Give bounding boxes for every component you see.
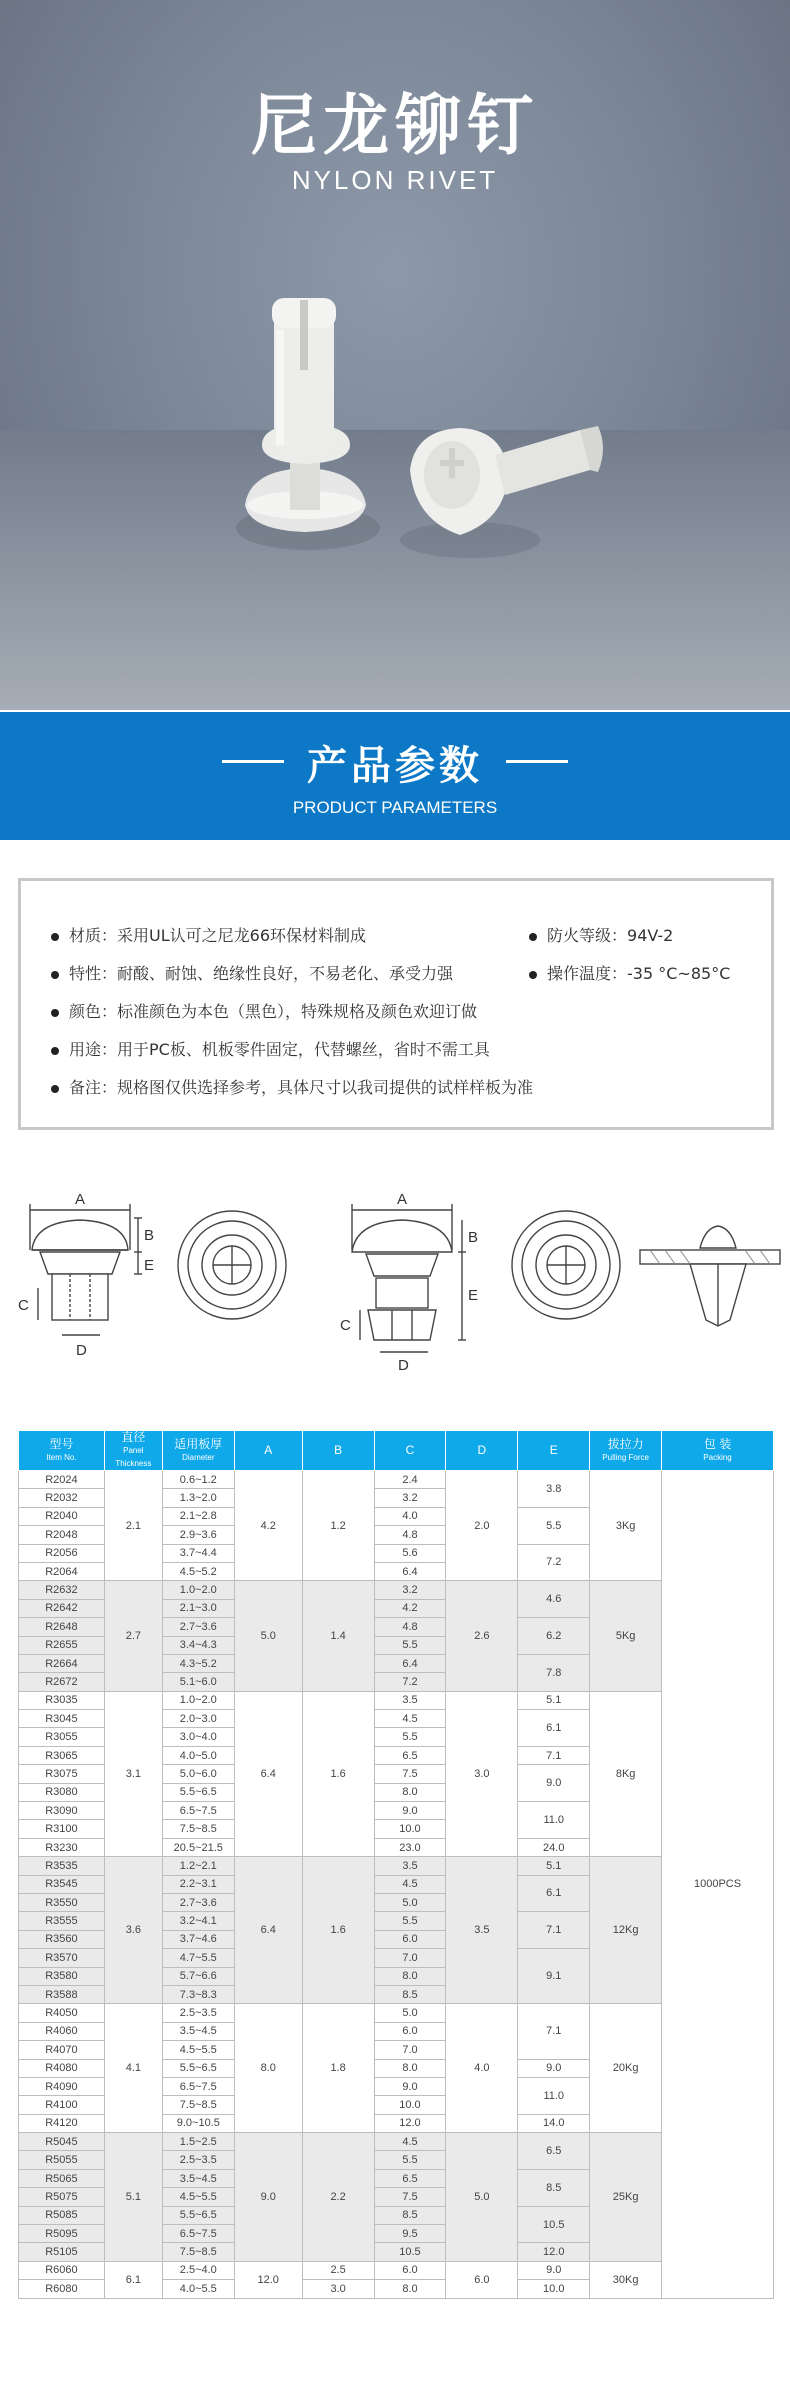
dimension-diagrams: [0, 1190, 790, 1370]
item-no: R2040: [19, 1507, 105, 1525]
dim-e: 14.0: [518, 2114, 590, 2132]
panel-range: 7.5~8.5: [162, 1820, 234, 1838]
panel-range: 2.1~3.0: [162, 1599, 234, 1617]
dim-b: 1.8: [302, 2004, 374, 2133]
item-no: R4100: [19, 2096, 105, 2114]
panel-range: 3.2~4.1: [162, 1912, 234, 1930]
dim-b: 1.4: [302, 1581, 374, 1691]
dim-c: 6.4: [374, 1654, 446, 1672]
panel-range: 4.7~5.5: [162, 1949, 234, 1967]
panel-range: 3.7~4.4: [162, 1544, 234, 1562]
dim-c: 5.5: [374, 1728, 446, 1746]
panel-range: 5.5~6.5: [162, 2059, 234, 2077]
dim-label-a2: A: [397, 1191, 408, 1208]
hero-title: 尼龙铆钉: [251, 87, 539, 164]
table-row: [19, 1471, 774, 1489]
dim-b: 1.2: [302, 1471, 374, 1581]
item-no: R5075: [19, 2188, 105, 2206]
dim-label-b: B: [144, 1227, 155, 1244]
dim-e: 11.0: [518, 2077, 590, 2114]
dim-e: 7.1: [518, 1912, 590, 1949]
item-no: R3075: [19, 1765, 105, 1783]
dim-label-d2: D: [398, 1357, 409, 1370]
panel-range: 2.7~3.6: [162, 1893, 234, 1911]
pulling-force: 8Kg: [590, 1691, 662, 1857]
section-header: [0, 712, 790, 840]
table-row: [19, 1857, 774, 1875]
dim-d: 2.6: [446, 1581, 518, 1691]
dim-a: 6.4: [234, 1691, 302, 1857]
panel-range: 1.0~2.0: [162, 1691, 234, 1709]
dim-e: 7.2: [518, 1544, 590, 1581]
item-no: R5095: [19, 2225, 105, 2243]
dim-c: 23.0: [374, 1838, 446, 1856]
panel-range: 5.1~6.0: [162, 1673, 234, 1691]
panel-range: 5.5~6.5: [162, 1783, 234, 1801]
diameter: 6.1: [104, 2261, 162, 2298]
pulling-force: 5Kg: [590, 1581, 662, 1691]
dim-a: 9.0: [234, 2133, 302, 2262]
dim-c: 5.5: [374, 1636, 446, 1654]
dim-a: 4.2: [234, 1471, 302, 1581]
dim-c: 8.5: [374, 1985, 446, 2003]
dim-c: 4.8: [374, 1526, 446, 1544]
panel-range: 0.6~1.2: [162, 1471, 234, 1489]
dim-c: 4.8: [374, 1618, 446, 1636]
dim-c: 3.2: [374, 1489, 446, 1507]
spec-feature: 特性：耐酸、耐蚀、绝缘性良好，不易老化、承受力强: [51, 961, 453, 984]
header-cell: 拔拉力 Pulling Force: [590, 1431, 662, 1471]
dim-e: 7.1: [518, 2004, 590, 2059]
table-row: [19, 1581, 774, 1599]
dim-e: 7.8: [518, 1654, 590, 1691]
dim-e: 5.5: [518, 1507, 590, 1544]
item-no: R5085: [19, 2206, 105, 2224]
dim-e: 4.6: [518, 1581, 590, 1618]
header-cell: 型号 Item No.: [19, 1431, 105, 1471]
item-no: R4070: [19, 2041, 105, 2059]
spec-temperature: 操作温度：-35 °C~85°C: [529, 961, 730, 984]
panel-range: 5.7~6.6: [162, 1967, 234, 1985]
header-cell: B: [302, 1431, 374, 1471]
spec-table: [18, 1430, 774, 2299]
panel-range: 5.5~6.5: [162, 2206, 234, 2224]
dim-d: 3.5: [446, 1857, 518, 2004]
dim-label-c2: C: [340, 1317, 351, 1334]
panel-range: 2.1~2.8: [162, 1507, 234, 1525]
panel-range: 6.5~7.5: [162, 1802, 234, 1820]
panel-range: 4.5~5.2: [162, 1562, 234, 1580]
diameter: 2.1: [104, 1471, 162, 1581]
item-no: R5055: [19, 2151, 105, 2169]
panel-range: 2.5~3.5: [162, 2004, 234, 2022]
item-no: R2632: [19, 1581, 105, 1599]
dim-c: 5.6: [374, 1544, 446, 1562]
dim-c: 10.0: [374, 1820, 446, 1838]
spec-box: [18, 878, 774, 1130]
dim-e: 10.5: [518, 2206, 590, 2243]
panel-range: 7.3~8.3: [162, 1985, 234, 2003]
header-line-right: [506, 760, 568, 763]
panel-range: 3.4~4.3: [162, 1636, 234, 1654]
header-cell: C: [374, 1431, 446, 1471]
item-no: R3555: [19, 1912, 105, 1930]
panel-range: 7.5~8.5: [162, 2243, 234, 2261]
dim-e: 6.5: [518, 2133, 590, 2170]
dim-d: 3.0: [446, 1691, 518, 1857]
panel-range: 20.5~21.5: [162, 1838, 234, 1856]
dim-c: 10.5: [374, 2243, 446, 2261]
panel-range: 3.5~4.5: [162, 2169, 234, 2187]
dim-c: 8.0: [374, 2280, 446, 2298]
dim-a: 8.0: [234, 2004, 302, 2133]
panel-range: 3.7~4.6: [162, 1930, 234, 1948]
item-no: R2642: [19, 1599, 105, 1617]
dim-c: 12.0: [374, 2114, 446, 2132]
diameter: 2.7: [104, 1581, 162, 1691]
panel-range: 1.5~2.5: [162, 2133, 234, 2151]
diameter: 5.1: [104, 2133, 162, 2262]
item-no: R3090: [19, 1802, 105, 1820]
dim-e: 9.0: [518, 2261, 590, 2279]
item-no: R2048: [19, 1526, 105, 1544]
dim-c: 6.4: [374, 1562, 446, 1580]
dim-c: 10.0: [374, 2096, 446, 2114]
item-no: R2664: [19, 1654, 105, 1672]
item-no: R2648: [19, 1618, 105, 1636]
dim-e: 6.1: [518, 1710, 590, 1747]
dim-c: 6.0: [374, 1930, 446, 1948]
dim-label-d: D: [76, 1342, 87, 1359]
dim-c: 5.0: [374, 1893, 446, 1911]
item-no: R3535: [19, 1857, 105, 1875]
dim-c: 6.0: [374, 2261, 446, 2279]
panel-range: 1.0~2.0: [162, 1581, 234, 1599]
dim-c: 2.4: [374, 1471, 446, 1489]
item-no: R3080: [19, 1783, 105, 1801]
dim-e: 5.1: [518, 1691, 590, 1709]
diameter: 3.6: [104, 1857, 162, 2004]
panel-range: 1.2~2.1: [162, 1857, 234, 1875]
panel-range: 6.5~7.5: [162, 2077, 234, 2095]
dim-e: 11.0: [518, 1802, 590, 1839]
item-no: R3230: [19, 1838, 105, 1856]
panel-range: 4.5~5.5: [162, 2041, 234, 2059]
dim-c: 9.0: [374, 1802, 446, 1820]
item-no: R2024: [19, 1471, 105, 1489]
dim-e: 12.0: [518, 2243, 590, 2261]
table-header: [19, 1431, 774, 1471]
panel-range: 4.5~5.5: [162, 2188, 234, 2206]
panel-range: 5.0~6.0: [162, 1765, 234, 1783]
item-no: R3580: [19, 1967, 105, 1985]
panel-range: 2.2~3.1: [162, 1875, 234, 1893]
dim-e: 5.1: [518, 1857, 590, 1875]
item-no: R2064: [19, 1562, 105, 1580]
dim-c: 4.5: [374, 2133, 446, 2151]
dim-a: 12.0: [234, 2261, 302, 2298]
dim-c: 7.0: [374, 2041, 446, 2059]
dim-label-e: E: [144, 1257, 155, 1274]
pulling-force: 25Kg: [590, 2133, 662, 2262]
dim-c: 6.0: [374, 2022, 446, 2040]
panel-range: 4.0~5.5: [162, 2280, 234, 2298]
panel-range: 2.5~3.5: [162, 2151, 234, 2169]
table-row: [19, 2004, 774, 2022]
dim-b: 2.2: [302, 2133, 374, 2262]
dim-e: 9.0: [518, 1765, 590, 1802]
spec-material: 材质：采用UL认可之尼龙66环保材料制成: [51, 923, 366, 946]
header-cell: D: [446, 1431, 518, 1471]
item-no: R3065: [19, 1746, 105, 1764]
header-cell: A: [234, 1431, 302, 1471]
dim-c: 6.5: [374, 1746, 446, 1764]
dim-e: 6.1: [518, 1875, 590, 1912]
panel-range: 1.3~2.0: [162, 1489, 234, 1507]
dim-e: 9.1: [518, 1949, 590, 2004]
dim-e: 3.8: [518, 1471, 590, 1508]
dim-d: 2.0: [446, 1471, 518, 1581]
dim-c: 5.5: [374, 2151, 446, 2169]
spec-usage: 用途：用于PC板、机板零件固定，代替螺丝，省时不需工具: [51, 1037, 490, 1060]
dim-d: 4.0: [446, 2004, 518, 2133]
item-no: R3045: [19, 1710, 105, 1728]
dim-c: 9.0: [374, 2077, 446, 2095]
dim-e: 9.0: [518, 2059, 590, 2077]
item-no: R4120: [19, 2114, 105, 2132]
item-no: R3570: [19, 1949, 105, 1967]
dim-c: 4.5: [374, 1710, 446, 1728]
header-cell: E: [518, 1431, 590, 1471]
item-no: R3035: [19, 1691, 105, 1709]
dim-label-a: A: [75, 1191, 86, 1208]
hero-subtitle: NYLON RIVET: [291, 165, 499, 195]
item-no: R2655: [19, 1636, 105, 1654]
dim-e: 6.2: [518, 1618, 590, 1655]
pulling-force: 12Kg: [590, 1857, 662, 2004]
dim-c: 8.0: [374, 1783, 446, 1801]
item-no: R3550: [19, 1893, 105, 1911]
item-no: R4050: [19, 2004, 105, 2022]
panel-range: 2.0~3.0: [162, 1710, 234, 1728]
item-no: R5065: [19, 2169, 105, 2187]
table-row: [19, 2261, 774, 2279]
item-no: R3055: [19, 1728, 105, 1746]
dim-b: 1.6: [302, 1691, 374, 1857]
item-no: R5105: [19, 2243, 105, 2261]
dim-c: 4.5: [374, 1875, 446, 1893]
panel-range: 7.5~8.5: [162, 2096, 234, 2114]
item-no: R3100: [19, 1820, 105, 1838]
dim-c: 7.5: [374, 2188, 446, 2206]
panel-range: 2.7~3.6: [162, 1618, 234, 1636]
dim-c: 7.2: [374, 1673, 446, 1691]
dim-e: 24.0: [518, 1838, 590, 1856]
dim-c: 8.0: [374, 1967, 446, 1985]
dim-b: 3.0: [302, 2280, 374, 2298]
dim-c: 3.5: [374, 1691, 446, 1709]
dim-b: 2.5: [302, 2261, 374, 2279]
dim-c: 6.5: [374, 2169, 446, 2187]
section-title: 产品参数: [307, 743, 483, 789]
pulling-force: 20Kg: [590, 2004, 662, 2133]
dim-label-e2: E: [468, 1287, 479, 1304]
spec-note: 备注：规格图仅供选择参考，具体尺寸以我司提供的试样样板为准: [51, 1075, 533, 1098]
panel-range: 3.5~4.5: [162, 2022, 234, 2040]
table-row: [19, 1691, 774, 1709]
header-cell: 包 装 Packing: [662, 1431, 774, 1471]
item-no: R6080: [19, 2280, 105, 2298]
dim-label-b2: B: [468, 1229, 479, 1246]
dim-b: 1.6: [302, 1857, 374, 2004]
diameter: 4.1: [104, 2004, 162, 2133]
header-cell: 直径 Panel Thickness: [104, 1431, 162, 1471]
packing: 1000PCS: [662, 1471, 774, 2299]
panel-range: 3.0~4.0: [162, 1728, 234, 1746]
dim-a: 6.4: [234, 1857, 302, 2004]
panel-range: 2.5~4.0: [162, 2261, 234, 2279]
header-cell: 适用板厚 Diameter: [162, 1431, 234, 1471]
dim-e: 8.5: [518, 2169, 590, 2206]
panel-range: 6.5~7.5: [162, 2225, 234, 2243]
item-no: R3545: [19, 1875, 105, 1893]
pulling-force: 30Kg: [590, 2261, 662, 2298]
pulling-force: 3Kg: [590, 1471, 662, 1581]
item-no: R4060: [19, 2022, 105, 2040]
table-row: [19, 2133, 774, 2151]
item-no: R3560: [19, 1930, 105, 1948]
dim-c: 9.5: [374, 2225, 446, 2243]
diameter: 3.1: [104, 1691, 162, 1857]
spec-color: 颜色：标准颜色为本色（黑色），特殊规格及颜色欢迎订做: [51, 999, 477, 1022]
item-no: R6060: [19, 2261, 105, 2279]
dim-label-c: C: [18, 1297, 29, 1314]
dim-c: 4.0: [374, 1507, 446, 1525]
section-subtitle: PRODUCT PARAMETERS: [292, 798, 498, 817]
item-no: R2056: [19, 1544, 105, 1562]
item-no: R2032: [19, 1489, 105, 1507]
dim-c: 5.5: [374, 1912, 446, 1930]
dim-a: 5.0: [234, 1581, 302, 1691]
dim-c: 3.2: [374, 1581, 446, 1599]
item-no: R2672: [19, 1673, 105, 1691]
hero-banner: [0, 0, 790, 710]
item-no: R4090: [19, 2077, 105, 2095]
dim-d: 5.0: [446, 2133, 518, 2262]
item-no: R4080: [19, 2059, 105, 2077]
panel-range: 4.0~5.0: [162, 1746, 234, 1764]
dim-e: 10.0: [518, 2280, 590, 2298]
dim-c: 7.5: [374, 1765, 446, 1783]
panel-range: 9.0~10.5: [162, 2114, 234, 2132]
panel-range: 4.3~5.2: [162, 1654, 234, 1672]
dim-c: 3.5: [374, 1857, 446, 1875]
dim-c: 5.0: [374, 2004, 446, 2022]
item-no: R5045: [19, 2133, 105, 2151]
dim-c: 8.5: [374, 2206, 446, 2224]
rivet-product-image: [0, 0, 790, 710]
spec-fire-rating: 防火等级：94V-2: [529, 923, 673, 946]
dim-d: 6.0: [446, 2261, 518, 2298]
dim-c: 4.2: [374, 1599, 446, 1617]
item-no: R3588: [19, 1985, 105, 2003]
dim-e: 7.1: [518, 1746, 590, 1764]
dim-c: 8.0: [374, 2059, 446, 2077]
panel-range: 2.9~3.6: [162, 1526, 234, 1544]
dim-c: 7.0: [374, 1949, 446, 1967]
